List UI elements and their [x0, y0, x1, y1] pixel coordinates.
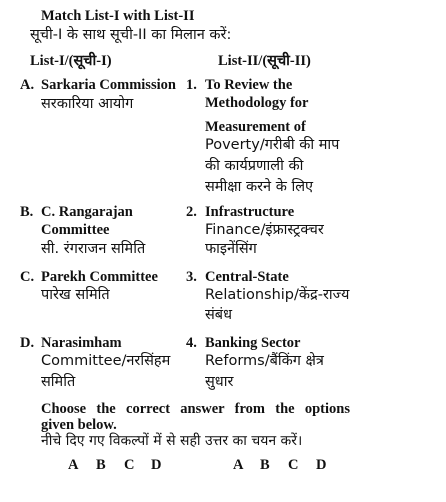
list1-item-b-en: C. Rangarajan	[41, 204, 133, 220]
list1-item-d-hi: समिति	[41, 374, 76, 390]
list2-item-4-line: सुधार	[205, 374, 234, 390]
list1-item-d-en: Committee/नरसिंहम	[41, 353, 171, 369]
instruction-en-line2: given below.	[41, 417, 117, 433]
list2-number-4: 4.	[186, 335, 197, 351]
list2-item-3-line: Central-State	[205, 269, 289, 285]
answer-header-right-c: C	[288, 457, 299, 473]
list1-item-b-en: Committee	[41, 222, 110, 238]
list1-letter-d: D.	[20, 335, 35, 351]
list2-item-1-line: समीक्षा करने के लिए	[205, 179, 314, 195]
answer-header-right-a: A	[233, 457, 244, 473]
answer-header-right-d: D	[316, 457, 327, 473]
answer-header-left-b: B	[96, 457, 106, 473]
list2-item-1-line: की कार्यप्रणाली की	[205, 158, 304, 174]
list1-item-c-en: Parekh Committee	[41, 269, 158, 285]
list2-item-1-line: Methodology for	[205, 95, 309, 111]
list2-header: List-II/(सूची-II)	[218, 53, 311, 69]
list2-item-4-line: Reforms/बैंकिंग क्षेत्र	[205, 353, 324, 369]
instruction-hi: नीचे दिए गए विकल्पों में से सही उत्तर का चयन करें।	[41, 433, 303, 449]
list1-item-b-hi: सी. रंगराजन समिति	[41, 241, 146, 257]
answer-header-right-b: B	[260, 457, 270, 473]
list1-item-c-hi: पारेख समिति	[41, 287, 110, 303]
question-title-en: Match List-I with List-II	[41, 8, 195, 24]
list1-letter-a: A.	[20, 77, 35, 93]
list1-letter-c: C.	[20, 269, 35, 285]
answer-header-left-d: D	[151, 457, 162, 473]
answer-header-left-c: C	[124, 457, 135, 473]
list2-item-3-line: संबंध	[205, 307, 232, 323]
list2-item-2-line: Infrastructure	[205, 204, 295, 220]
list2-item-2-line: फाइनेंसिंग	[205, 241, 257, 257]
list2-item-4-line: Banking Sector	[205, 335, 301, 351]
list2-number-1: 1.	[186, 77, 197, 93]
instruction-en-line1: Choose the correct answer from the options	[41, 401, 350, 417]
list2-item-1-line: Poverty/गरीबी की माप	[205, 137, 340, 153]
list1-item-a-hi: सरकारिया आयोग	[41, 96, 134, 112]
list2-item-2-line: Finance/इंफ्रास्ट्रक्चर	[205, 222, 324, 238]
list1-letter-b: B.	[20, 204, 34, 220]
list2-number-3: 3.	[186, 269, 197, 285]
list2-number-2: 2.	[186, 204, 197, 220]
question-title-hi: सूची-I के साथ सूची-II का मिलान करें:	[30, 27, 232, 43]
list2-item-1-line: Measurement of	[205, 119, 306, 135]
list1-item-a-en: Sarkaria Commission	[41, 77, 176, 93]
list2-item-3-line: Relationship/केंद्र-राज्य	[205, 287, 350, 303]
list2-item-1-line: To Review the	[205, 77, 293, 93]
list1-header: List-I/(सूची-I)	[30, 53, 112, 69]
list1-item-d-en: Narasimham	[41, 335, 122, 351]
answer-header-left-a: A	[68, 457, 79, 473]
